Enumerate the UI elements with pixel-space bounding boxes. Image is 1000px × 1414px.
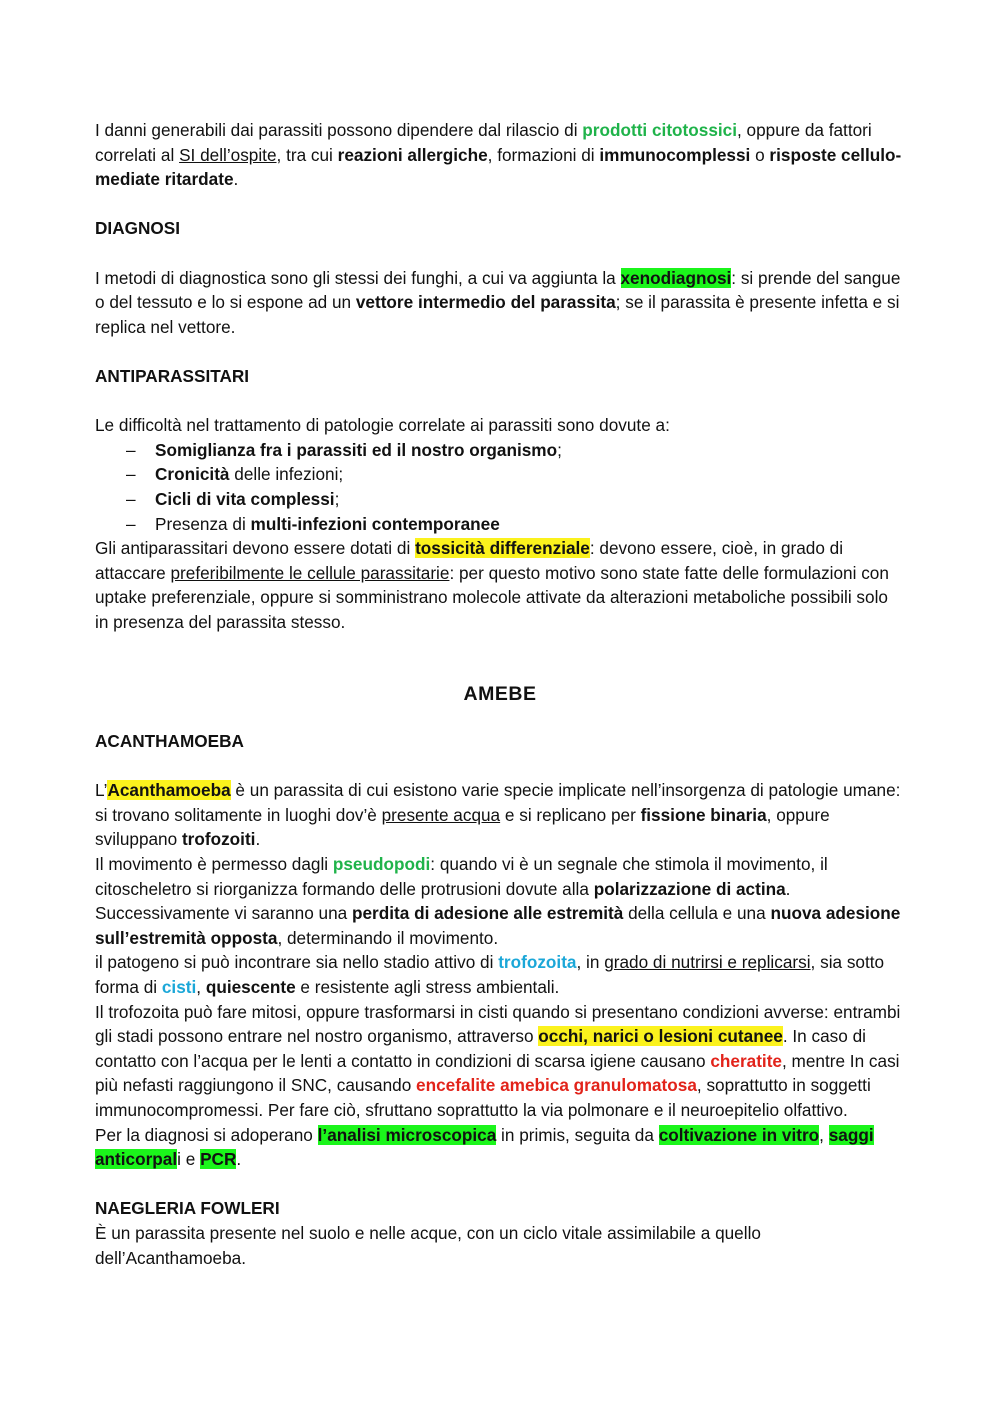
list-item bbox=[126, 512, 905, 537]
acanthamoeba-paragraph-3 bbox=[95, 901, 905, 950]
term-nutrirsi-replicarsi: grado di nutrirsi e replicarsi bbox=[604, 952, 811, 973]
term-prodotti-citotossici: prodotti citotossici bbox=[582, 120, 737, 140]
document-page bbox=[95, 118, 905, 1270]
list-item-text: delle infezioni; bbox=[229, 464, 344, 485]
list-item bbox=[126, 462, 905, 487]
text-run: i e bbox=[177, 1149, 201, 1170]
list-item-text: ; bbox=[557, 439, 562, 460]
naegleria-paragraph: È un parassita presente nel suolo e nelle acque, con un ciclo vitale assimilabile a quello dell’Acanthamoeba. bbox=[95, 1222, 761, 1268]
section-title-amebe: AMEBE bbox=[463, 683, 537, 706]
term-vettore-intermedio: vettore intermedio del parassita bbox=[355, 292, 616, 313]
text-run: Gli antiparassitari devono essere dotati di bbox=[95, 538, 416, 559]
text-run: , bbox=[196, 977, 206, 997]
text-run: e resistente agli stress ambientali. bbox=[295, 977, 560, 997]
text-run: o bbox=[750, 144, 770, 165]
term-analisi-microscopica: l’analisi microscopica bbox=[317, 1124, 497, 1145]
text-run: , mentre In casi più nefasti raggiungono il SNC, causando bbox=[95, 1050, 900, 1096]
term-occhi-narici-lesioni: occhi, narici o lesioni cutanee bbox=[538, 1026, 783, 1047]
term-trofozoiti: trofozoiti bbox=[181, 829, 256, 850]
term-si-ospite: SI dell’ospite bbox=[179, 144, 277, 165]
term-cellule-parassitarie: preferibilmente le cellule parassitarie bbox=[170, 562, 450, 583]
term-xenodiagnosi: xenodiagnosi bbox=[620, 267, 732, 288]
text-run: , determinando il movimento. bbox=[277, 927, 499, 948]
text-run: Per la diagnosi si adoperano bbox=[95, 1124, 318, 1145]
text-run: Successivamente vi saranno una bbox=[95, 903, 352, 924]
text-run: . bbox=[236, 1149, 242, 1170]
term-perdita-adesione: perdita di adesione alle estremità bbox=[352, 903, 624, 924]
acanthamoeba-heading: ACANTHAMOEBA bbox=[95, 731, 244, 752]
text-run: L’ bbox=[95, 780, 108, 801]
list-item-bold: Cicli di vita complessi bbox=[155, 488, 335, 509]
text-run: Il trofozoita può fare mitosi, oppure trasformarsi in cisti quando si presentano condizioni avverse: entrambi gli stadi possono entrare nel nostro organismo, attraverso bbox=[95, 1001, 901, 1047]
text-run: , in bbox=[576, 952, 605, 973]
term-presente-acqua: presente acqua bbox=[381, 804, 501, 825]
text-run: . bbox=[785, 878, 791, 899]
antiparassitari-heading: ANTIPARASSITARI bbox=[95, 365, 250, 386]
list-item-text: ; bbox=[334, 488, 340, 509]
text-run: e si replicano per bbox=[500, 804, 641, 825]
text-run: , soprattutto in soggetti immunocompromessi. Per fare ciò, sfruttano soprattutto la via polmonare e il neuroepitelio olfattivo. bbox=[95, 1075, 871, 1120]
text-run: della cellula e una bbox=[623, 903, 771, 924]
list-item-bold: Cronicità bbox=[155, 464, 230, 485]
term-pcr: PCR bbox=[200, 1149, 237, 1170]
term-tossicita-differenziale: tossicità differenziale bbox=[415, 538, 590, 559]
term-fissione-binaria: fissione binaria bbox=[640, 804, 767, 825]
list-item-text: Presenza di bbox=[155, 513, 251, 534]
text-run: ; se il parassita è presente infetta e si replica nel vettore. bbox=[95, 292, 900, 337]
term-immunocomplessi: immunocomplessi bbox=[599, 144, 751, 165]
text-run: I metodi di diagnostica sono gli stessi dei funghi, a cui va aggiunta la bbox=[95, 267, 621, 288]
naegleria-heading: NAEGLERIA FOWLERI bbox=[95, 1198, 280, 1219]
difficulty-list bbox=[95, 438, 905, 536]
text-run: : quando vi è un segnale che stimola il movimento, il citoscheletro si riorganizza formando delle protrusioni dovute alla bbox=[95, 854, 828, 899]
text-run: . bbox=[255, 829, 261, 850]
text-run: in primis, seguita da bbox=[496, 1124, 659, 1145]
text-run: . bbox=[233, 169, 239, 190]
acanthamoeba-paragraph-6 bbox=[95, 1123, 905, 1172]
antiparassitari-lead: Le difficoltà nel trattamento di patologie correlate ai parassiti sono dovute a: bbox=[95, 415, 670, 436]
term-risposte-cellulo-mediate: risposte cellulo-mediate ritardate bbox=[95, 144, 902, 190]
text-run: , oppure sviluppano bbox=[95, 804, 830, 850]
term-cisti: cisti bbox=[161, 977, 197, 997]
diagnosi-paragraph bbox=[95, 266, 905, 340]
text-run: il patogeno si può incontrare sia nello stadio attivo di bbox=[95, 952, 499, 973]
term-nuova-adesione: nuova adesione sull’estremità opposta bbox=[95, 903, 901, 948]
text-run: : si prende del sangue o del tessuto e lo si espone ad un bbox=[95, 267, 901, 313]
list-item-bold: multi-infezioni contemporanee bbox=[250, 513, 500, 534]
text-run: , tra cui bbox=[276, 144, 338, 165]
acanthamoeba-paragraph-4 bbox=[95, 950, 905, 999]
acanthamoeba-paragraph-2 bbox=[95, 852, 905, 901]
term-reazioni-allergiche: reazioni allergiche bbox=[337, 144, 488, 165]
text-run: : per questo motivo sono state fatte delle formulazioni con uptake preferenziale, oppure si somministrano molecole attivate da alterazioni metaboliche possibili solo in presenza del parassita stesso. bbox=[95, 562, 889, 632]
list-item-bold: Somiglianza fra i parassiti ed il nostro organismo bbox=[155, 439, 558, 460]
term-polarizzazione-actina: polarizzazione di actina bbox=[593, 878, 786, 899]
acanthamoeba-paragraph-5 bbox=[95, 1000, 905, 1123]
text-run: è un parassita di cui esistono varie specie implicate nell’insorgenza di patologie umane: si trovano solitamente in luoghi dov’è bbox=[95, 780, 901, 825]
diagnosi-heading: DIAGNOSI bbox=[95, 218, 180, 239]
term-acanthamoeba: Acanthamoeba bbox=[107, 780, 231, 801]
intro-paragraph bbox=[95, 118, 905, 192]
acanthamoeba-paragraph-1 bbox=[95, 778, 905, 852]
text-run: , oppure da fattori correlati al bbox=[95, 120, 872, 165]
text-run: Il movimento è permesso dagli bbox=[95, 854, 333, 875]
term-quiescente: quiescente bbox=[205, 977, 296, 997]
text-run: . In caso di contatto con l’acqua per le lenti a contatto in condizioni di scarsa igiene causano bbox=[95, 1026, 866, 1071]
text-run: , bbox=[819, 1124, 829, 1145]
text-run: : devono essere, cioè, in grado di attaccare bbox=[95, 538, 844, 583]
text-run: , formazioni di bbox=[487, 144, 600, 165]
antiparassitari-paragraph bbox=[95, 536, 905, 634]
text-run: , sia sotto forma di bbox=[95, 952, 885, 997]
term-trofozoita: trofozoita bbox=[498, 952, 577, 973]
term-coltivazione-in-vitro: coltivazione in vitro bbox=[658, 1124, 820, 1145]
term-pseudopodi: pseudopodi bbox=[332, 854, 431, 875]
list-item bbox=[126, 438, 905, 463]
text-run: I danni generabili dai parassiti possono dipendere dal rilascio di bbox=[95, 120, 583, 140]
term-saggi-anticorpali: saggi anticorpal bbox=[95, 1124, 874, 1170]
term-cheratite: cheratite bbox=[710, 1050, 782, 1071]
term-encefalite-amebica: encefalite amebica granulomatosa bbox=[416, 1075, 697, 1096]
list-item bbox=[126, 487, 905, 512]
